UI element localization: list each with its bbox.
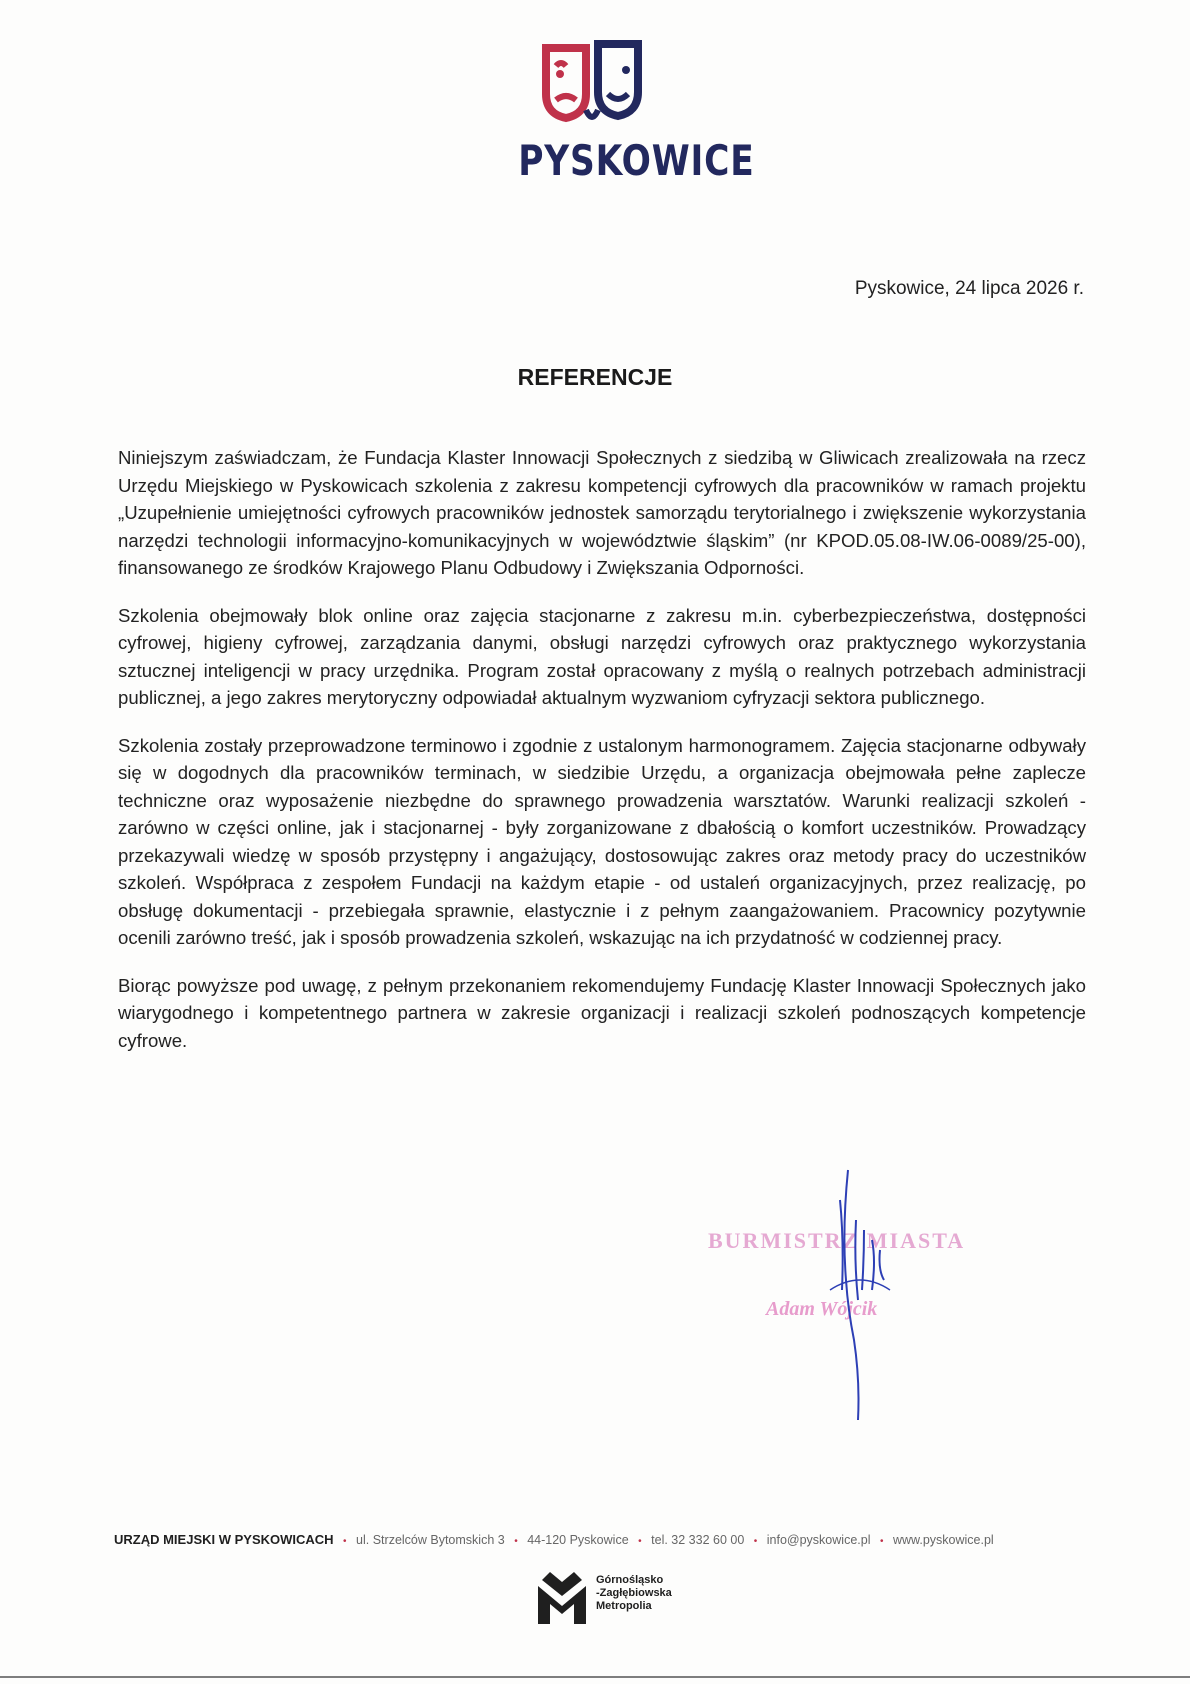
footer-separator: • xyxy=(638,1536,642,1547)
footer-contact xyxy=(114,1532,1124,1547)
logo-wordmark: PYSKOWICE xyxy=(518,136,755,185)
footer-email[interactable]: info@pyskowice.pl xyxy=(766,1533,871,1547)
metropolia-line-2: -Zagłębiowska xyxy=(596,1587,672,1599)
metropolia-logo xyxy=(534,1566,704,1630)
footer-separator: • xyxy=(343,1536,347,1547)
metropolia-line-1: Górnośląsko xyxy=(596,1574,664,1586)
paragraph-1: Niniejszym zaświadczam, że Fundacja Klaster Innowacji Społecznych z siedzibą w Gliwicach zrealizowała na rzecz Urzędu Miejskiego w Pyskowicach szkolenia z zakresu kompetencji cyfrowych dla pracowników w ramach projektu „Uzupełnienie umiejętności cyfrowych pracowników jednostek samorządu terytorialnego i zwiększenie wykorzystania narzędzi technologii informacyjno-komunikacyjnych w województwie śląskim” (nr KPOD.05.08-IW.06-0089/25-00), finansowanego ze środków Krajowego Planu Odbudowy i Zwiększania Odporności. xyxy=(118,447,1086,578)
theatre-masks-icon xyxy=(502,40,682,140)
stamp-title: BURMISTRZ MIASTA xyxy=(708,1228,966,1253)
footer-address: ul. Strzelców Bytomskich 3 xyxy=(356,1533,505,1547)
footer-separator: • xyxy=(514,1536,518,1547)
letter-body xyxy=(118,444,1086,1074)
stamp-name: Adam Wójcik xyxy=(766,1298,878,1320)
paragraph-4: Biorąc powyższe pod uwagę, z pełnym przekonaniem rekomendujemy Fundację Klaster Innowacji Społecznych jako wiarygodnego i kompetentnego partnera w zakresie organizacji i realizacji szkoleń podnoszących kompetencje cyfrowe. xyxy=(118,974,1086,1051)
paragraph-2: Szkolenia obejmowały blok online oraz zajęcia stacjonarne z zakresu m.in. cyberbezpieczeństwa, dostępności cyfrowej, higieny cyfrowej, zarządzania danymi, obsługi narzędzi cyfrowych oraz praktycznego wykorzystania sztucznej inteligencji w pracy urzędnika. Program został opracowany z myślą o realnych potrzebach administracji publicznej, a jego zakres merytoryczny odpowiadał aktualnym wyzwaniom cyfryzacji sektora publicznego. xyxy=(118,604,1086,708)
metropolia-m-icon xyxy=(534,1566,590,1626)
paragraph-3: Szkolenia zostały przeprowadzone terminowo i zgodnie z ustalonym harmonogramem. Zajęcia stacjonarne odbywały się w dogodnych dla pracowników terminach, w siedzibie Urzędu, a organizacja obejmowała pełne zaplecze techniczne oraz wyposażenie niezbędne do sprawnego prowadzenia warsztatów. Warunki realizacji szkoleń - zarówno w części online, jak i stacjonarnej - były zorganizowane z dbałością o komfort uczestników. Prowadzący przekazywali wiedzę w sposób przystępny i angażujący, dostosowując zakres oraz metody pracy do uczestników szkoleń. Współpraca z zespołem Fundacji na każdym etapie - od ustaleń organizacyjnych, przez realizację, po obsługę dokumentacji - przebiegała sprawnie, elastycznie i z pełnym zaangażowaniem. Pracownicy pozytywnie ocenili zarówno treść, jak i sposób prowadzenia szkoleń, wskazując na ich przydatność w codziennej pracy. xyxy=(118,734,1086,948)
footer-org: URZĄD MIEJSKI W PYSKOWICACH xyxy=(114,1532,334,1547)
footer-website[interactable]: www.pyskowice.pl xyxy=(892,1533,994,1547)
metropolia-text xyxy=(596,1574,672,1613)
metropolia-line-3: Metropolia xyxy=(596,1600,652,1612)
document-title: REFERENCJE xyxy=(517,364,673,390)
handwritten-signature xyxy=(800,1160,910,1430)
pyskowice-logo xyxy=(502,40,755,190)
scan-edge-divider xyxy=(0,1676,1190,1678)
footer-separator: • xyxy=(753,1536,758,1547)
footer-postal: 44-120 Pyskowice xyxy=(527,1533,629,1547)
letter-date: Pyskowice, 24 lipca 2026 r. xyxy=(854,278,1084,299)
footer-separator: • xyxy=(879,1536,884,1547)
footer-phone: tel. 32 332 60 00 xyxy=(651,1533,745,1547)
